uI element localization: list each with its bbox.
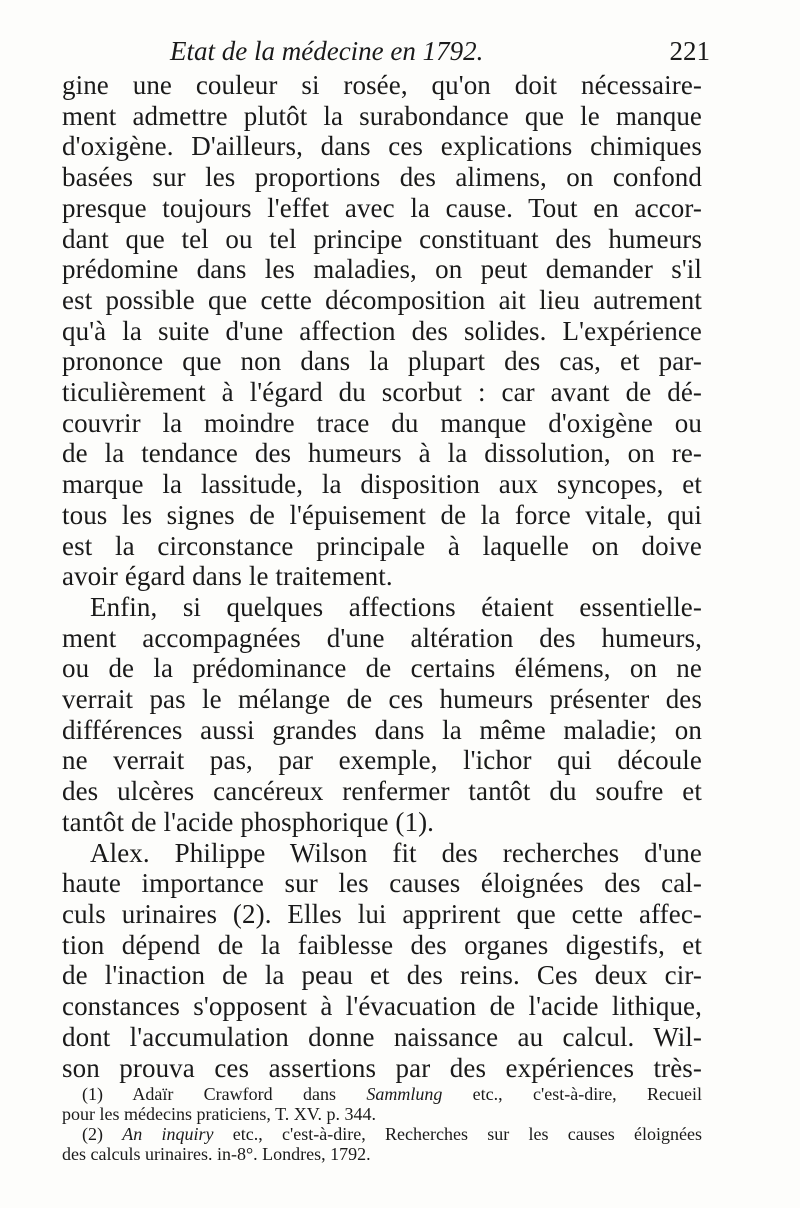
text-line: ment admettre plutôt la surabondance que le manque: [62, 100, 702, 131]
text-line: ment accompagnées d'une altération des humeurs,: [62, 622, 702, 653]
footnote-italic-title: An inquiry: [122, 1124, 214, 1144]
text-line: prédomine dans les maladies, on peut demander s'il: [62, 254, 702, 285]
text-line: avoir égard dans le traitement.: [62, 561, 393, 592]
text-line: verrait pas le mélange de ces humeurs présenter des: [62, 684, 702, 715]
text-line: son prouva ces assertions par des expériences très-: [62, 1052, 702, 1083]
body-text: [62, 70, 702, 1083]
text-line: est possible que cette décomposition ait lieu autrement: [62, 284, 702, 315]
running-header: [60, 36, 710, 72]
text-line: ticulièrement à l'égard du scorbut : car avant de dé-: [62, 377, 702, 408]
text-line: constances s'opposent à l'évacuation de l'acide lithique,: [62, 991, 702, 1022]
text-line: ou de la prédominance de certains élémens, on ne: [62, 653, 702, 684]
text-line: ne verrait pas, par exemple, l'ichor qui découle: [62, 745, 702, 776]
footnote-text: etc., c'est-à-dire, Recueil: [442, 1084, 702, 1104]
text-line: culs urinaires (2). Elles lui apprirent que cette affec-: [62, 898, 702, 929]
text-line: gine une couleur si rosée, qu'on doit nécessaire-: [62, 70, 702, 100]
text-line: de l'inaction de la peau et des reins. Ces deux cir-: [62, 960, 702, 991]
text-line: qu'à la suite d'une affection des solides. L'expérience: [62, 315, 702, 346]
text-line: dant que tel ou tel principe constituant des humeurs: [62, 223, 702, 254]
text-line: marque la lassitude, la disposition aux syncopes, et: [62, 469, 702, 500]
text-line: presque toujours l'effet avec la cause. Tout en accor-: [62, 192, 702, 223]
text-line: dont l'accumulation donne naissance au calcul. Wil-: [62, 1021, 702, 1052]
footnote-italic-title: Sammlung: [366, 1084, 443, 1104]
text-line: est la circonstance principale à laquelle on doive: [62, 530, 702, 561]
paragraph-start-line: Enfin, si quelques affections étaient essentielle-: [90, 591, 702, 622]
footnote-2-line: des calculs urinaires. in-8°. Londres, 1792.: [62, 1144, 371, 1164]
footnote-1-line: [62, 1084, 702, 1104]
footnote-text: (1) Adaïr Crawford dans: [82, 1084, 367, 1104]
text-line: des ulcères cancéreux renfermer tantôt du soufre et: [62, 776, 702, 807]
text-line: prononce que non dans la plupart des cas, et par-: [62, 346, 702, 377]
running-title: Etat de la médecine en 1792.: [170, 36, 484, 66]
text-line: haute importance sur les causes éloignées des cal-: [62, 868, 702, 899]
footnote-1-line: pour les médecins praticiens, T. XV. p. 344.: [62, 1104, 376, 1124]
text-line: tous les signes de l'épuisement de la force vitale, qui: [62, 499, 702, 530]
text-line: tion dépend de la faiblesse des organes digestifs, et: [62, 929, 702, 960]
text-line: couvrir la moindre trace du manque d'oxigène ou: [62, 407, 702, 438]
footnote-2-line: [62, 1124, 702, 1144]
text-line: différences aussi grandes dans la même maladie; on: [62, 714, 702, 745]
paragraph-start-line: Alex. Philippe Wilson fit des recherches d'une: [90, 837, 702, 868]
text-line: tantôt de l'acide phosphorique (1).: [62, 806, 435, 837]
text-line: d'oxigène. D'ailleurs, dans ces explications chimiques: [62, 131, 702, 162]
footnotes: [62, 1084, 702, 1164]
text-line: basées sur les proportions des alimens, on confond: [62, 162, 702, 193]
page-number: 221: [669, 36, 710, 66]
text-line: de la tendance des humeurs à la dissolution, on re-: [62, 438, 702, 469]
footnote-text: (2): [82, 1124, 123, 1144]
footnote-text: etc., c'est-à-dire, Recherches sur les causes éloignées: [213, 1124, 702, 1144]
